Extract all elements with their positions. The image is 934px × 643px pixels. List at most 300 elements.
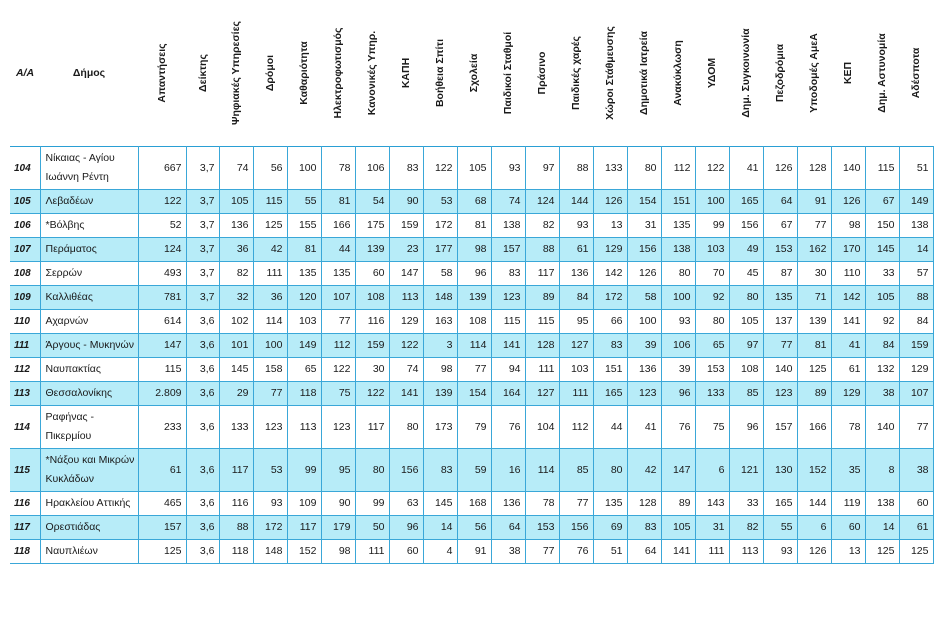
value-cell: 96	[389, 516, 423, 540]
value-cell: 166	[321, 214, 355, 238]
value-cell: 91	[457, 540, 491, 564]
column-header-label: Δείκτης	[196, 54, 209, 92]
row-index: 108	[10, 262, 40, 286]
value-cell: 165	[729, 190, 763, 214]
value-cell: 64	[491, 516, 525, 540]
value-cell: 165	[763, 492, 797, 516]
row-index: 104	[10, 147, 40, 190]
value-cell: 168	[457, 492, 491, 516]
value-cell: 80	[729, 286, 763, 310]
value-cell: 126	[763, 147, 797, 190]
value-cell: 105	[661, 516, 695, 540]
row-index: 109	[10, 286, 40, 310]
value-cell: 126	[797, 540, 831, 564]
value-cell: 105	[729, 310, 763, 334]
value-cell: 38	[865, 382, 899, 406]
value-cell: 107	[321, 286, 355, 310]
value-cell: 41	[729, 147, 763, 190]
column-header-label: ΚΑΠΗ	[400, 57, 412, 89]
column-header-label: Καθαριότητα	[298, 41, 310, 105]
municipality-name: *Νάξου και Μικρών Κυκλάδων	[40, 449, 138, 492]
value-cell: 139	[797, 310, 831, 334]
value-cell: 60	[831, 516, 865, 540]
value-cell: 119	[831, 492, 865, 516]
value-cell: 120	[287, 286, 321, 310]
value-cell: 113	[389, 286, 423, 310]
value-cell: 128	[797, 147, 831, 190]
column-header	[593, 0, 627, 147]
value-cell: 51	[593, 540, 627, 564]
column-header	[831, 0, 865, 147]
column-header-label: Υποδομές ΑμεΑ	[808, 33, 820, 113]
value-cell: 172	[593, 286, 627, 310]
value-cell: 54	[355, 190, 389, 214]
value-cell: 465	[138, 492, 186, 516]
value-cell: 157	[763, 406, 797, 449]
value-cell: 147	[389, 262, 423, 286]
municipality-name: Θεσσαλονίκης	[40, 382, 138, 406]
value-cell: 166	[797, 406, 831, 449]
value-cell: 41	[831, 334, 865, 358]
value-cell: 141	[491, 334, 525, 358]
column-header-label: ΚΕΠ	[842, 61, 854, 85]
value-cell: 44	[321, 238, 355, 262]
row-index: 111	[10, 334, 40, 358]
value-cell: 123	[763, 382, 797, 406]
value-cell: 98	[831, 214, 865, 238]
municipality-name: Αχαρνών	[40, 310, 138, 334]
value-cell: 84	[865, 334, 899, 358]
value-cell: 139	[457, 286, 491, 310]
column-header	[865, 0, 899, 147]
value-cell: 115	[138, 358, 186, 382]
table-row	[10, 382, 933, 406]
value-cell: 84	[899, 310, 933, 334]
value-cell: 113	[287, 406, 321, 449]
row-index: 118	[10, 540, 40, 564]
value-cell: 150	[865, 214, 899, 238]
value-cell: 99	[287, 449, 321, 492]
value-cell: 92	[695, 286, 729, 310]
value-cell: 64	[627, 540, 661, 564]
value-cell: 141	[661, 540, 695, 564]
table-row	[10, 492, 933, 516]
value-cell: 233	[138, 406, 186, 449]
value-cell: 115	[253, 190, 287, 214]
value-cell: 52	[138, 214, 186, 238]
value-cell: 100	[627, 310, 661, 334]
column-header	[423, 0, 457, 147]
column-header	[457, 0, 491, 147]
value-cell: 126	[831, 190, 865, 214]
value-cell: 97	[525, 147, 559, 190]
value-cell: 89	[525, 286, 559, 310]
value-cell: 148	[423, 286, 457, 310]
value-cell: 126	[593, 190, 627, 214]
value-cell: 493	[138, 262, 186, 286]
value-cell: 57	[899, 262, 933, 286]
value-cell: 151	[593, 358, 627, 382]
value-cell: 136	[627, 358, 661, 382]
value-cell: 103	[559, 358, 593, 382]
value-cell: 132	[865, 358, 899, 382]
value-cell: 143	[695, 492, 729, 516]
value-cell: 153	[695, 358, 729, 382]
row-index: 115	[10, 449, 40, 492]
value-cell: 98	[321, 540, 355, 564]
value-cell: 3,6	[186, 449, 219, 492]
value-cell: 115	[865, 147, 899, 190]
value-cell: 2.809	[138, 382, 186, 406]
value-cell: 74	[491, 190, 525, 214]
column-header-label: Πεζοδρόμια	[774, 43, 786, 103]
value-cell: 147	[138, 334, 186, 358]
column-header	[491, 0, 525, 147]
column-header-label: Παιδικοί Σταθμοί	[502, 31, 514, 115]
value-cell: 88	[559, 147, 593, 190]
value-cell: 60	[389, 540, 423, 564]
value-cell: 77	[253, 382, 287, 406]
value-cell: 104	[525, 406, 559, 449]
column-header	[899, 0, 933, 147]
value-cell: 112	[321, 334, 355, 358]
value-cell: 156	[559, 516, 593, 540]
value-cell: 36	[253, 286, 287, 310]
value-cell: 173	[423, 406, 457, 449]
value-cell: 136	[491, 492, 525, 516]
value-cell: 93	[559, 214, 593, 238]
value-cell: 93	[763, 540, 797, 564]
value-cell: 153	[525, 516, 559, 540]
municipality-name: Ορεστιάδας	[40, 516, 138, 540]
value-cell: 96	[457, 262, 491, 286]
value-cell: 92	[865, 310, 899, 334]
value-cell: 179	[321, 516, 355, 540]
value-cell: 111	[355, 540, 389, 564]
value-cell: 3,6	[186, 334, 219, 358]
row-index: 117	[10, 516, 40, 540]
value-cell: 145	[423, 492, 457, 516]
value-cell: 63	[389, 492, 423, 516]
value-cell: 115	[525, 310, 559, 334]
value-cell: 152	[797, 449, 831, 492]
value-cell: 83	[491, 262, 525, 286]
value-cell: 93	[661, 310, 695, 334]
value-cell: 99	[695, 214, 729, 238]
table-row	[10, 540, 933, 564]
value-cell: 31	[695, 516, 729, 540]
column-header	[389, 0, 423, 147]
value-cell: 61	[899, 516, 933, 540]
value-cell: 23	[389, 238, 423, 262]
value-cell: 136	[219, 214, 253, 238]
value-cell: 39	[627, 334, 661, 358]
column-header-label: Απαντήσεις	[156, 43, 168, 103]
value-cell: 64	[763, 190, 797, 214]
value-cell: 98	[423, 358, 457, 382]
value-cell: 129	[831, 382, 865, 406]
value-cell: 76	[491, 406, 525, 449]
value-cell: 170	[831, 238, 865, 262]
header-municipality: Δήμος	[72, 67, 106, 79]
column-header	[525, 0, 559, 147]
value-cell: 3,6	[186, 540, 219, 564]
value-cell: 133	[695, 382, 729, 406]
table-row	[10, 449, 933, 492]
value-cell: 75	[321, 382, 355, 406]
column-header-label: Δρόμοι	[264, 54, 276, 92]
value-cell: 38	[491, 540, 525, 564]
value-cell: 53	[253, 449, 287, 492]
value-cell: 49	[729, 238, 763, 262]
column-header-label: Ηλεκτροφωτισμός	[332, 27, 344, 119]
value-cell: 152	[287, 540, 321, 564]
value-cell: 103	[695, 238, 729, 262]
value-cell: 159	[355, 334, 389, 358]
row-index: 105	[10, 190, 40, 214]
table-row	[10, 214, 933, 238]
column-header-label: Δημ. Αστυνομία	[876, 33, 888, 113]
value-cell: 65	[695, 334, 729, 358]
value-cell: 3,7	[186, 147, 219, 190]
value-cell: 13	[593, 214, 627, 238]
value-cell: 129	[899, 358, 933, 382]
value-cell: 96	[661, 382, 695, 406]
value-cell: 79	[457, 406, 491, 449]
column-header	[729, 0, 763, 147]
value-cell: 3,7	[186, 214, 219, 238]
column-header	[695, 0, 729, 147]
value-cell: 3,7	[186, 190, 219, 214]
value-cell: 81	[287, 238, 321, 262]
value-cell: 149	[899, 190, 933, 214]
value-cell: 90	[321, 492, 355, 516]
value-cell: 126	[627, 262, 661, 286]
value-cell: 123	[491, 286, 525, 310]
value-cell: 128	[627, 492, 661, 516]
header-aa: Α/Α	[15, 67, 35, 79]
value-cell: 138	[899, 214, 933, 238]
value-cell: 117	[219, 449, 253, 492]
value-cell: 3	[423, 334, 457, 358]
row-index: 116	[10, 492, 40, 516]
value-cell: 29	[219, 382, 253, 406]
municipality-name: Καλλιθέας	[40, 286, 138, 310]
value-cell: 76	[661, 406, 695, 449]
municipality-name: Ναυπλιέων	[40, 540, 138, 564]
value-cell: 51	[899, 147, 933, 190]
value-cell: 117	[355, 406, 389, 449]
value-cell: 87	[763, 262, 797, 286]
value-cell: 100	[253, 334, 287, 358]
value-cell: 8	[865, 449, 899, 492]
value-cell: 77	[559, 492, 593, 516]
value-cell: 101	[219, 334, 253, 358]
table-row	[10, 147, 933, 190]
value-cell: 93	[491, 147, 525, 190]
value-cell: 61	[138, 449, 186, 492]
value-cell: 36	[219, 238, 253, 262]
value-cell: 140	[831, 147, 865, 190]
value-cell: 67	[763, 214, 797, 238]
row-index: 110	[10, 310, 40, 334]
value-cell: 156	[389, 449, 423, 492]
value-cell: 123	[627, 382, 661, 406]
value-cell: 69	[593, 516, 627, 540]
value-cell: 89	[661, 492, 695, 516]
municipality-name: Ηρακλείου Αττικής	[40, 492, 138, 516]
column-header-label: Ψηφιακές Υπηρεσίες	[230, 20, 242, 126]
column-header	[138, 0, 186, 147]
value-cell: 80	[661, 262, 695, 286]
header-row	[10, 0, 933, 147]
value-cell: 153	[763, 238, 797, 262]
value-cell: 111	[253, 262, 287, 286]
rankings-table-container	[10, 0, 929, 564]
value-cell: 68	[457, 190, 491, 214]
value-cell: 88	[525, 238, 559, 262]
value-cell: 111	[695, 540, 729, 564]
value-cell: 81	[457, 214, 491, 238]
value-cell: 77	[525, 540, 559, 564]
value-cell: 80	[627, 147, 661, 190]
value-cell: 144	[797, 492, 831, 516]
value-cell: 157	[138, 516, 186, 540]
value-cell: 102	[219, 310, 253, 334]
value-cell: 83	[593, 334, 627, 358]
value-cell: 93	[253, 492, 287, 516]
value-cell: 139	[423, 382, 457, 406]
value-cell: 82	[729, 516, 763, 540]
value-cell: 138	[865, 492, 899, 516]
value-cell: 144	[559, 190, 593, 214]
value-cell: 159	[899, 334, 933, 358]
value-cell: 147	[661, 449, 695, 492]
value-cell: 85	[729, 382, 763, 406]
value-cell: 3,6	[186, 516, 219, 540]
value-cell: 77	[899, 406, 933, 449]
value-cell: 13	[831, 540, 865, 564]
row-index: 112	[10, 358, 40, 382]
value-cell: 122	[423, 147, 457, 190]
value-cell: 140	[865, 406, 899, 449]
table-row	[10, 358, 933, 382]
value-cell: 164	[491, 382, 525, 406]
value-cell: 16	[491, 449, 525, 492]
column-header	[763, 0, 797, 147]
value-cell: 151	[661, 190, 695, 214]
value-cell: 103	[287, 310, 321, 334]
value-cell: 78	[321, 147, 355, 190]
value-cell: 123	[321, 406, 355, 449]
row-index: 113	[10, 382, 40, 406]
column-header-label: Χώροι Στάθμευσης	[604, 26, 616, 120]
value-cell: 33	[865, 262, 899, 286]
value-cell: 114	[253, 310, 287, 334]
value-cell: 81	[321, 190, 355, 214]
value-cell: 140	[763, 358, 797, 382]
value-cell: 124	[525, 190, 559, 214]
value-cell: 135	[763, 286, 797, 310]
value-cell: 111	[525, 358, 559, 382]
column-header-label: Κανονικές Υπηρ.	[366, 30, 378, 116]
table-row	[10, 406, 933, 449]
table-row	[10, 238, 933, 262]
value-cell: 125	[899, 540, 933, 564]
value-cell: 116	[355, 310, 389, 334]
value-cell: 165	[593, 382, 627, 406]
value-cell: 55	[763, 516, 797, 540]
value-cell: 159	[389, 214, 423, 238]
value-cell: 71	[797, 286, 831, 310]
value-cell: 108	[355, 286, 389, 310]
value-cell: 105	[865, 286, 899, 310]
value-cell: 100	[287, 147, 321, 190]
value-cell: 14	[865, 516, 899, 540]
value-cell: 115	[491, 310, 525, 334]
table-row	[10, 262, 933, 286]
value-cell: 81	[797, 334, 831, 358]
value-cell: 125	[138, 540, 186, 564]
value-cell: 137	[763, 310, 797, 334]
column-header-label: Αδέσποτα	[910, 47, 922, 99]
column-header	[797, 0, 831, 147]
column-header	[186, 0, 219, 147]
value-cell: 61	[831, 358, 865, 382]
value-cell: 83	[627, 516, 661, 540]
value-cell: 3,6	[186, 310, 219, 334]
column-header-label: ΥΔΟΜ	[706, 57, 718, 89]
value-cell: 127	[525, 382, 559, 406]
value-cell: 70	[695, 262, 729, 286]
value-cell: 99	[355, 492, 389, 516]
value-cell: 31	[627, 214, 661, 238]
value-cell: 61	[559, 238, 593, 262]
value-cell: 125	[865, 540, 899, 564]
value-cell: 149	[287, 334, 321, 358]
value-cell: 80	[593, 449, 627, 492]
column-header	[219, 0, 253, 147]
value-cell: 127	[559, 334, 593, 358]
value-cell: 53	[423, 190, 457, 214]
table-row	[10, 516, 933, 540]
value-cell: 4	[423, 540, 457, 564]
value-cell: 80	[389, 406, 423, 449]
value-cell: 3,6	[186, 492, 219, 516]
municipality-name: Σερρών	[40, 262, 138, 286]
value-cell: 108	[457, 310, 491, 334]
value-cell: 136	[559, 262, 593, 286]
value-cell: 14	[899, 238, 933, 262]
value-cell: 59	[457, 449, 491, 492]
value-cell: 157	[491, 238, 525, 262]
value-cell: 148	[253, 540, 287, 564]
value-cell: 42	[627, 449, 661, 492]
value-cell: 133	[593, 147, 627, 190]
value-cell: 44	[593, 406, 627, 449]
value-cell: 107	[899, 382, 933, 406]
value-cell: 80	[695, 310, 729, 334]
value-cell: 82	[525, 214, 559, 238]
row-index: 106	[10, 214, 40, 238]
column-header-label: Πράσινο	[536, 51, 548, 95]
value-cell: 3,7	[186, 286, 219, 310]
value-cell: 172	[253, 516, 287, 540]
value-cell: 154	[627, 190, 661, 214]
column-header	[253, 0, 287, 147]
column-header	[321, 0, 355, 147]
value-cell: 88	[899, 286, 933, 310]
